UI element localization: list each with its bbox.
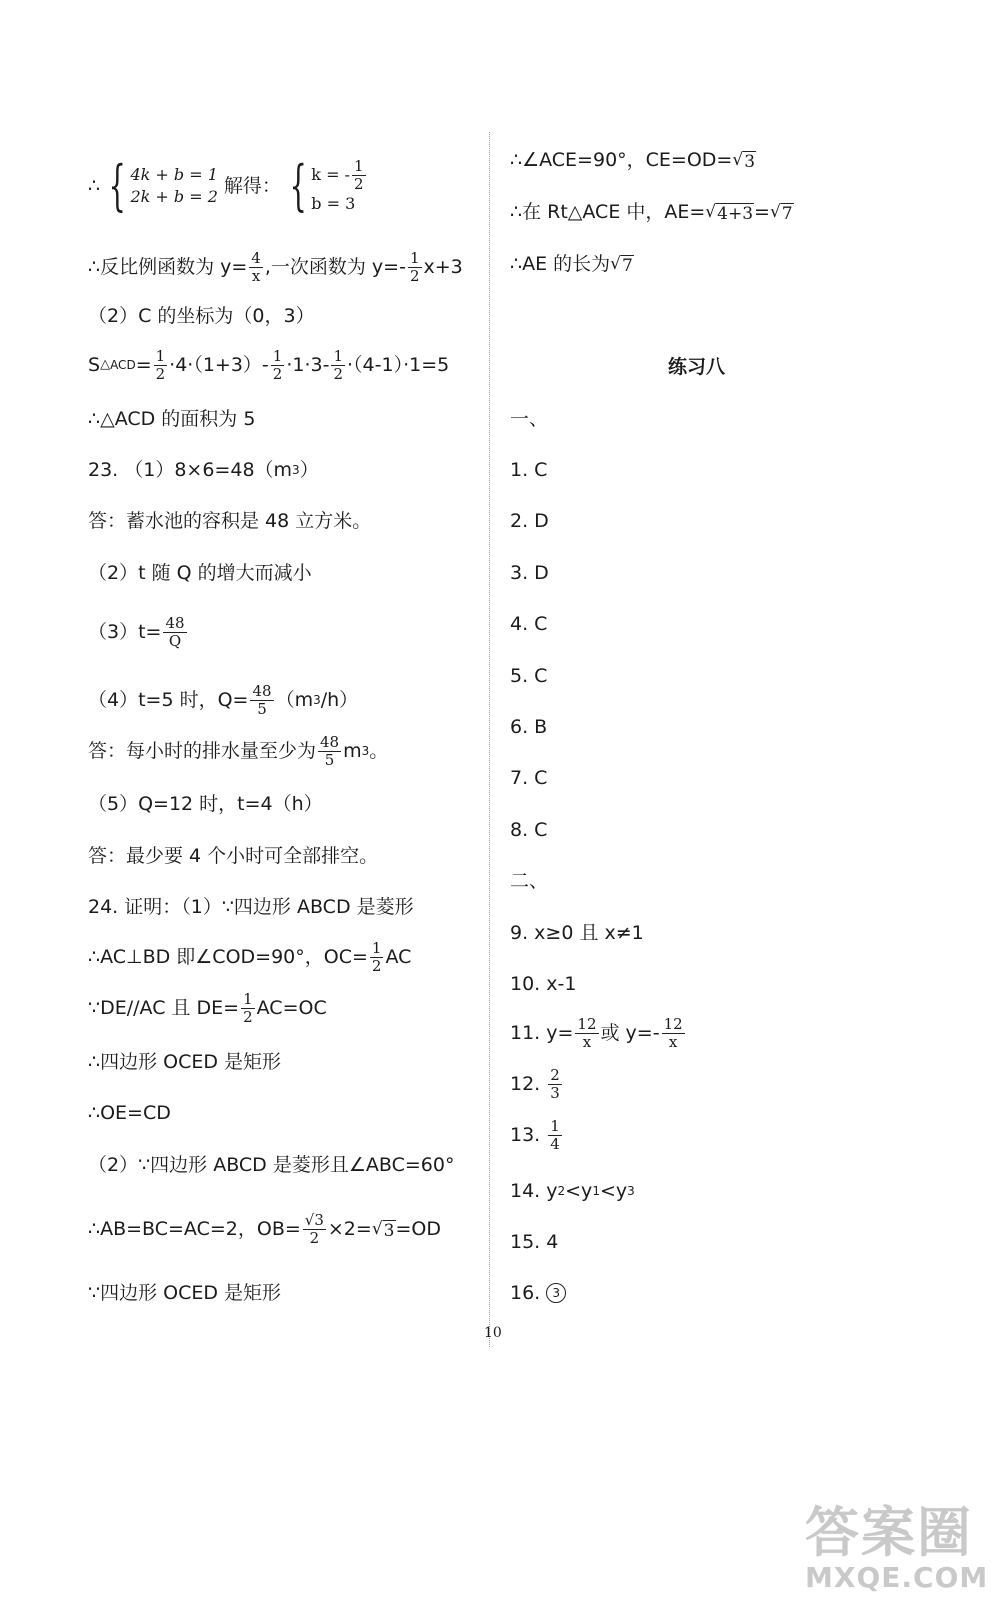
fraction: $\frac{1}{2}$ (272, 346, 283, 383)
watermark-logo: 答案圈 MXQE.COM (805, 1501, 989, 1594)
fraction: $\frac{1}{2}$ (333, 346, 343, 383)
left-line-oe-cd: ∴OE=CD (88, 1102, 171, 1124)
answer-14: 14. y 2 <y 1 <y 3 (510, 1180, 635, 1202)
fraction: $\frac{12}{x}$ (577, 1014, 597, 1051)
solve-label: 解得： (223, 175, 281, 197)
solution-system (281, 154, 368, 217)
therefore-symbol: ∴ (88, 175, 101, 197)
left-line-q23-1: 23. （1）8×6=48（m 3 ） (88, 459, 319, 481)
left-line-parallel: ∵DE//AC 且 DE= $\frac{1}{2}$ AC=OC (88, 989, 327, 1026)
left-line-system (88, 150, 368, 222)
right-line-ace: ∴∠ACE=90°，CE=OD= √ 3 (510, 149, 756, 172)
section-one-label: 一、 (510, 408, 549, 430)
left-line-answer-hours: 答：最少要 4 个小时可全部排空。 (88, 845, 379, 867)
left-line-q23-3: （3）t= $\frac{48}{Q}$ (88, 613, 185, 650)
left-line-coord: （2）C 的坐标为（0，3） (88, 305, 315, 327)
fraction: $\frac{1}{2}$ (155, 346, 166, 383)
answer-7: 7. C (510, 767, 548, 789)
system-eq1: 4k + b = 1 (130, 165, 218, 184)
fraction: $\frac{1}{2}$ (371, 938, 382, 975)
answer-10: 10. x-1 (510, 973, 577, 995)
answer-15: 15. 4 (510, 1231, 559, 1253)
fraction: $\frac{4}{x}$ (251, 248, 261, 285)
column-divider (489, 132, 490, 1347)
left-line-q23-4: （4）t=5 时，Q= $\frac{48}{5}$ （m 3 /h） (88, 681, 359, 718)
square-root: √ 7 (610, 254, 633, 276)
left-line-area-result: ∴△ACD 的面积为 5 (88, 408, 256, 430)
left-line-rectangle-2: ∵四边形 OCED 是矩形 (88, 1282, 282, 1304)
right-line-rt-ace: ∴在 Rt△ACE 中，AE= √ 4+3 = √ 7 (510, 201, 793, 224)
system-eq2: 2k + b = 2 (130, 187, 218, 206)
left-line-q23-2: （2）t 随 Q 的增大而减小 (88, 562, 312, 584)
solution-b: b = 3 (311, 193, 356, 213)
answer-6: 6. B (510, 716, 548, 738)
fraction: $\frac{12}{x}$ (663, 1014, 683, 1051)
fraction: $\frac{1}{4}$ (550, 1116, 560, 1153)
fraction: $\frac{48}{Q}$ (165, 613, 185, 650)
answer-4: 4. C (510, 613, 548, 635)
left-line-rectangle: ∴四边形 OCED 是矩形 (88, 1051, 282, 1073)
left-line-perpendicular: ∴AC⊥BD 即∠COD=90°，OC= $\frac{1}{2}$ AC (88, 938, 412, 975)
fraction: $\frac{2}{3}$ (550, 1065, 560, 1102)
left-line-q24-2: （2）∵四边形 ABCD 是菱形且∠ABC=60° (88, 1154, 455, 1176)
fraction: $\frac{1}{2}$ (409, 248, 420, 285)
left-line-answer-drain: 答：每小时的排水量至少为 $\frac{48}{5}$ m 3 。 (88, 732, 389, 769)
left-line-q24-1: 24. 证明：（1）∵四边形 ABCD 是菱形 (88, 896, 414, 918)
answer-12: 12. $\frac{2}{3}$ (510, 1065, 560, 1102)
answer-8: 8. C (510, 819, 548, 841)
left-line-ob: ∴AB=BC=AC=2，OB= $\frac{√3}{2}$ ×2= √ 3 =OD (88, 1210, 442, 1247)
fraction: $\frac{1}{2}$ (243, 989, 253, 1026)
circled-number: 3 (546, 1283, 566, 1303)
answer-16: 16. 3 (510, 1281, 566, 1305)
answer-1: 1. C (510, 459, 548, 481)
square-root: √ 3 (732, 150, 756, 172)
left-brace-2: { (289, 154, 307, 217)
left-line-q23-5: （5）Q=12 时，t=4（h） (88, 793, 323, 815)
answer-9: 9. x≥0 且 x≠1 (510, 922, 644, 944)
left-brace: { (108, 154, 126, 217)
answer-11: 11. y= $\frac{12}{x}$ 或 y=- $\frac{12}{x}$ (510, 1014, 683, 1051)
square-root: √ 4+3 (705, 202, 754, 224)
fraction: $\frac{48}{5}$ (320, 732, 340, 769)
fraction: $\frac{48}{5}$ (252, 681, 272, 718)
section-two-label: 二、 (510, 870, 549, 892)
right-line-ae-length: ∴AE 的长为 √ 7 (510, 253, 633, 276)
answer-2: 2. D (510, 510, 549, 532)
fraction: $\frac{1}{2}$ (353, 156, 364, 193)
square-root: √ 7 (769, 202, 793, 224)
answer-3: 3. D (510, 562, 549, 584)
answer-5: 5. C (510, 665, 548, 687)
square-root: √ 3 (371, 1219, 395, 1241)
left-line-answer-volume: 答：蓄水池的容积是 48 立方米。 (88, 510, 372, 532)
left-line-area-calc: S △ ACD = $\frac{1}{2}$ ·4·（1+3）- $\frac{1}{2}$ ·1·3- $\frac{1}{2}$ ·（4-1）·1=5 (88, 346, 450, 383)
fraction: $\frac{√3}{2}$ (304, 1210, 324, 1247)
left-line-functions: ∴反比例函数为 y= $\frac{4}{x}$ ,一次函数为 y=- $\frac{1}{2}$ x+3 (88, 248, 463, 285)
solution-k: k = - (311, 165, 350, 184)
equation-system (100, 154, 218, 217)
page-number: 10 (484, 1325, 502, 1341)
answer-13: 13. $\frac{1}{4}$ (510, 1116, 560, 1153)
section-heading: 练习八 (668, 356, 726, 378)
